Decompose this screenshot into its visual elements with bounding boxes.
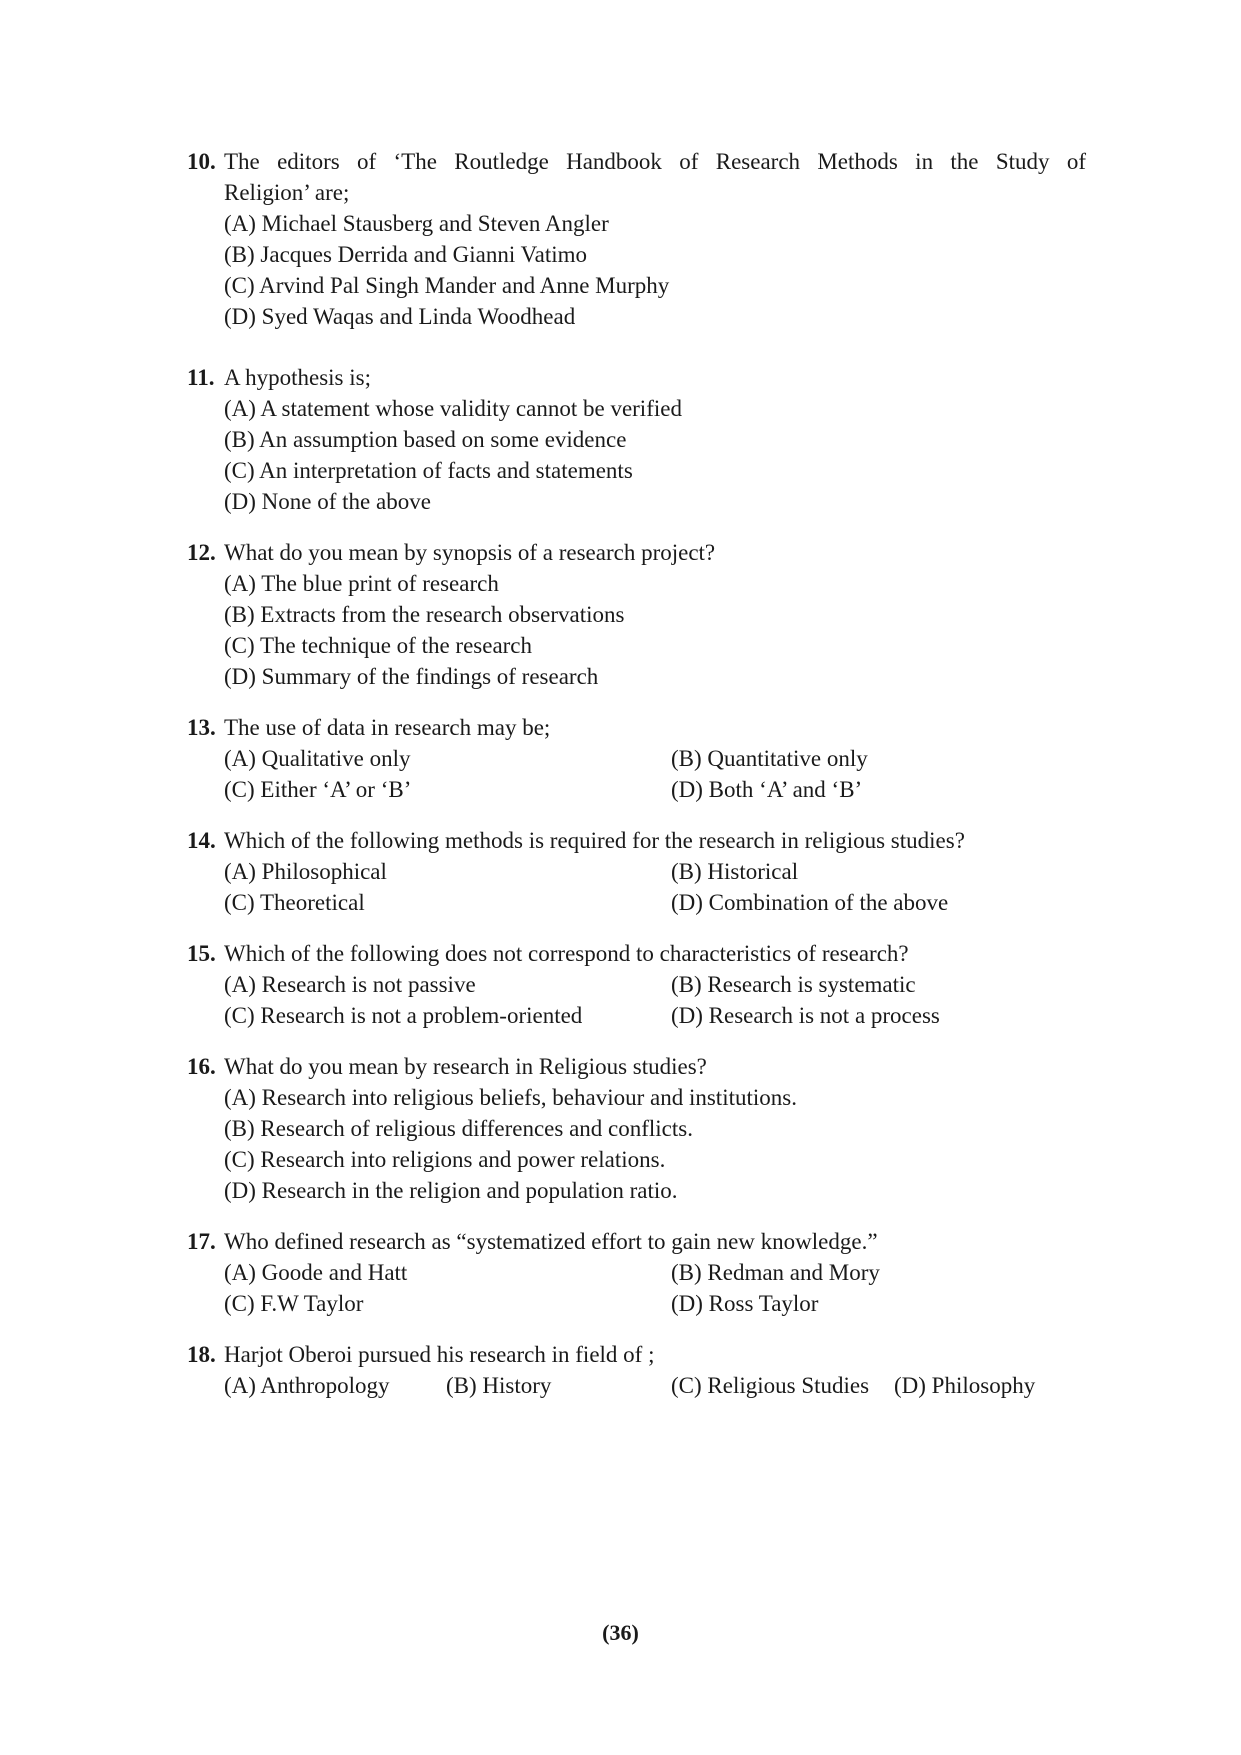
page-number: (36) [602, 1620, 639, 1645]
option-a: (A) Anthropology [224, 1373, 390, 1398]
question-number: 16. [187, 1054, 216, 1079]
question-stem: What do you mean by research in Religious studies? [224, 1054, 707, 1079]
option-a: (A) Research is not passive [224, 972, 476, 997]
option-c: (C) F.W Taylor [224, 1291, 364, 1316]
option-d: (D) Ross Taylor [671, 1291, 819, 1316]
option-a: (A) The blue print of research [224, 571, 499, 596]
option-d: (D) Summary of the findings of research [224, 664, 599, 689]
option-b: (B) Quantitative only [671, 746, 868, 771]
option-d: (D) Combination of the above [671, 890, 949, 915]
question-stem: The editors of ‘The Routledge Handbook of Research Methods in the Study of [224, 149, 1086, 174]
option-c: (C) The technique of the research [224, 633, 533, 658]
question-number: 12. [187, 540, 216, 565]
option-d: (D) None of the above [224, 489, 431, 514]
option-c: (C) Religious Studies [671, 1373, 870, 1398]
option-a: (A) Research into religious beliefs, behaviour and institutions. [224, 1085, 797, 1110]
option-c: (C) Either ‘A’ or ‘B’ [224, 777, 412, 802]
question-stem: What do you mean by synopsis of a research project? [224, 540, 716, 565]
option-d: (D) Research in the religion and population ratio. [224, 1178, 678, 1203]
option-d: (D) Research is not a process [671, 1003, 940, 1028]
question-number: 10. [187, 149, 216, 174]
option-b: (B) Extracts from the research observations [224, 602, 625, 627]
question-stem-continuation: Religion’ are; [224, 180, 350, 205]
option-b: (B) Historical [671, 859, 799, 884]
option-a: (A) A statement whose validity cannot be verified [224, 396, 682, 421]
option-d: (D) Syed Waqas and Linda Woodhead [224, 304, 576, 329]
option-c: (C) Arvind Pal Singh Mander and Anne Murphy [224, 273, 670, 298]
question-stem: Which of the following does not correspond to characteristics of research? [224, 941, 909, 966]
question-number: 18. [187, 1342, 216, 1367]
option-b: (B) Redman and Mory [671, 1260, 880, 1285]
question-number: 13. [187, 715, 216, 740]
question-stem: A hypothesis is; [224, 365, 371, 390]
question-stem: Who defined research as “systematized effort to gain new knowledge.” [224, 1229, 878, 1254]
option-c: (C) Research into religions and power relations. [224, 1147, 666, 1172]
option-a: (A) Qualitative only [224, 746, 411, 771]
option-a: (A) Michael Stausberg and Steven Angler [224, 211, 609, 236]
question-number: 15. [187, 941, 216, 966]
question-number: 11. [187, 365, 215, 390]
question-number: 17. [187, 1229, 216, 1254]
question-number: 14. [187, 828, 216, 853]
option-b: (B) Research is systematic [671, 972, 916, 997]
option-a: (A) Goode and Hatt [224, 1260, 408, 1285]
question-stem: The use of data in research may be; [224, 715, 551, 740]
question-stem: Which of the following methods is required for the research in religious studies? [224, 828, 965, 853]
option-d: (D) Philosophy [894, 1373, 1036, 1398]
question-stem: Harjot Oberoi pursued his research in field of ; [224, 1342, 655, 1367]
option-c: (C) Theoretical [224, 890, 365, 915]
option-a: (A) Philosophical [224, 859, 387, 884]
option-c: (C) Research is not a problem-oriented [224, 1003, 583, 1028]
option-b: (B) An assumption based on some evidence [224, 427, 627, 452]
option-c: (C) An interpretation of facts and statements [224, 458, 633, 483]
option-b: (B) Jacques Derrida and Gianni Vatimo [224, 242, 588, 267]
option-b: (B) History [446, 1373, 552, 1398]
option-d: (D) Both ‘A’ and ‘B’ [671, 777, 863, 802]
option-b: (B) Research of religious differences and conflicts. [224, 1116, 693, 1141]
